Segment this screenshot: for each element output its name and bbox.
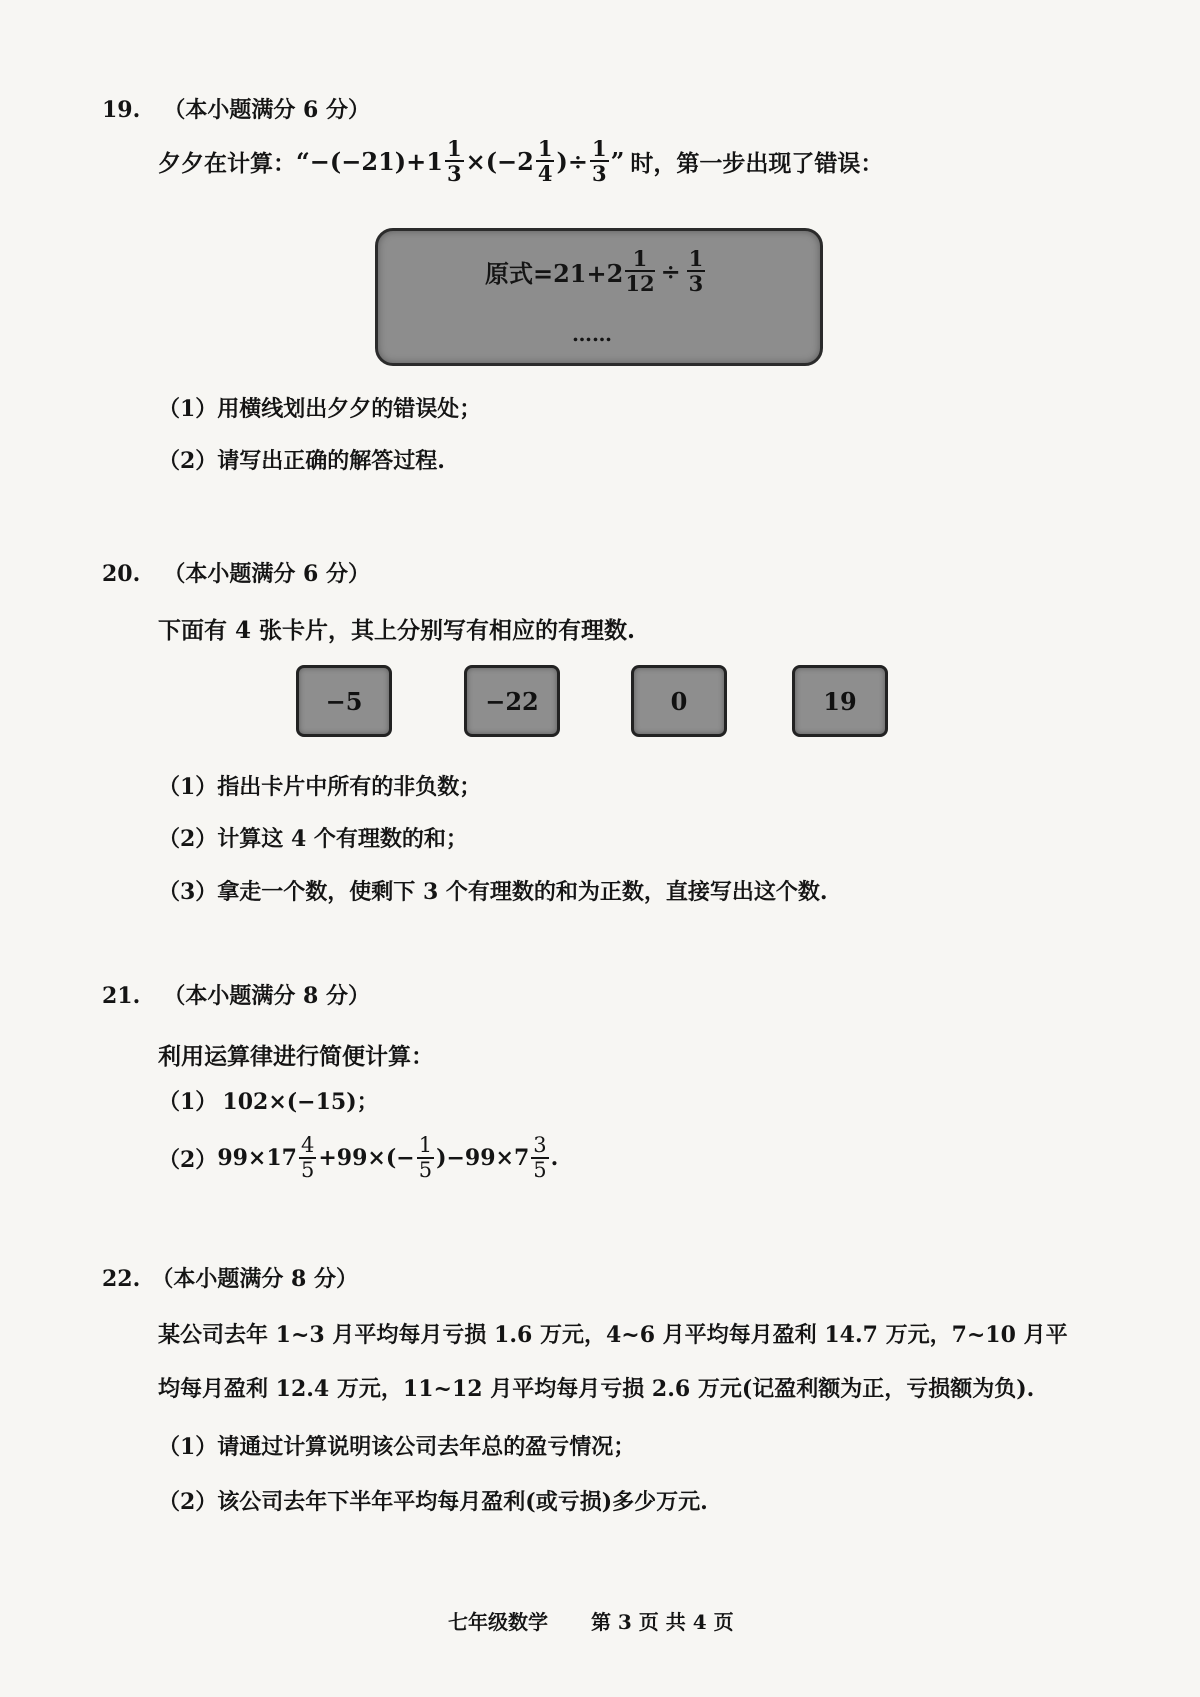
q20-card-3: 0 [631,665,727,737]
q21-part2-a: 99×17 [217,1145,297,1171]
q19-expr-mid2: )÷ [556,146,588,176]
q21-frac-1: $\frac{4}{5}$ [300,1133,315,1182]
footer [448,1606,734,1635]
q21-part2-b: +99×(− [318,1145,415,1171]
q22-points: （本小题满分 8 分） [151,1266,359,1292]
q21-header [102,979,370,1010]
q19-expr-mid1: ×(−2 [465,146,534,176]
q21-part2-label: （2） [158,1146,218,1173]
q19-intro-suffix: 时，第一步出现了错误： [630,149,884,177]
q22-part1: （1）请通过计算说明该公司去年总的盈亏情况； [158,1434,636,1460]
q19-intro [158,138,883,184]
q20-header [102,557,370,588]
q22-line2: 均每月盈利 12.4 万元，11~12 月平均每月亏损 2.6 万元(记盈利额为正，亏损额为负). [158,1376,1035,1402]
q20-part3: （3）拿走一个数，使剩下 3 个有理数的和为正数，直接写出这个数. [158,879,828,905]
q21-part2-end: . [550,1145,559,1171]
q21-part2-c: )−99×7 [436,1145,530,1171]
q20-part2: （2）计算这 4 个有理数的和； [158,826,468,852]
q22-line1: 某公司去年 1~3 月平均每月亏损 1.6 万元，4~6 月平均每月盈利 14.7 万元，7~10 月平 [158,1322,1068,1348]
q21-part1-expr: 102×(−15)； [222,1089,379,1115]
q19-intro-prefix: 夕夕在计算： [158,149,296,177]
q20-card-1: −5 [296,665,392,737]
q21-points: （本小题满分 8 分） [163,983,371,1009]
q20-card-2: −22 [464,665,560,737]
q21-number: 21. [102,983,141,1009]
q20-number: 20. [102,561,141,587]
q19-header [102,93,370,124]
q19-points: （本小题满分 6 分） [163,97,371,123]
q20-intro: 下面有 4 张卡片，其上分别写有相应的有理数. [158,617,636,644]
q19-box-frac-1: $\frac{1}{12}$ [625,246,655,296]
q19-frac-3: $\frac{1}{3}$ [591,136,607,186]
q21-part2 [158,1135,558,1181]
q19-box-ellipsis: …… [572,322,612,346]
q22-number: 22. [102,1266,141,1292]
q21-part1-label: （1） [158,1089,218,1115]
footer-page: 第 3 页 共 4 页 [590,1610,734,1634]
q22-header [102,1262,358,1293]
q21-part1 [158,1085,379,1116]
footer-subject: 七年级数学 [448,1610,548,1634]
q19-number: 19. [102,97,141,123]
q19-box-expression [485,248,707,294]
q21-frac-3: $\frac{3}{5}$ [533,1133,547,1182]
q19-box-op: ÷ [660,256,681,286]
q21-intro: 利用运算律进行简便计算： [158,1043,434,1070]
q20-points: （本小题满分 6 分） [163,561,371,587]
q20-card-4: 19 [792,665,888,737]
q19-frac-1: $\frac{1}{3}$ [446,136,462,186]
q19-box-prefix: 原式=21+2 [485,258,624,288]
q19-part1: （1）用横线划出夕夕的错误处； [158,396,482,422]
q20-part1: （1）指出卡片中所有的非负数； [158,774,482,800]
q19-expr-open: “−(−21)+1 [296,146,443,176]
q19-box-frac-2: $\frac{1}{3}$ [688,246,704,296]
q19-part2: （2）请写出正确的解答过程. [158,448,445,474]
q19-frac-2: $\frac{1}{4}$ [537,136,553,186]
q21-frac-2: $\frac{1}{5}$ [418,1133,433,1182]
q22-part2: （2）该公司去年下半年平均每月盈利(或亏损)多少万元. [158,1489,708,1515]
q19-expr-close: ” [610,146,625,176]
